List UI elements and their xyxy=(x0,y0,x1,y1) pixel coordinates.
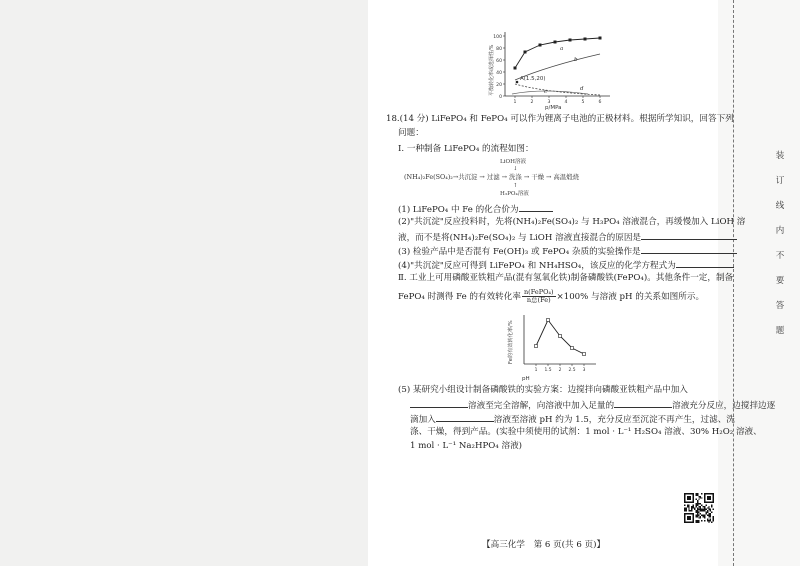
chart1-x-ticks xyxy=(514,96,602,105)
answer-blank-4[interactable] xyxy=(676,259,734,268)
side-char: 内 xyxy=(775,226,785,236)
side-char: 答 xyxy=(775,301,785,311)
part2-line2-text: FePO₄ 时测得 Fe 的有效转化率 xyxy=(398,292,521,302)
subquestion-2-line1: (2)"共沉淀"反应投料时，先将(NH₄)₂Fe(SO₄)₂ 与 H₃PO₄ 溶液混合，再缓慢加入 LiOH 溶 xyxy=(398,217,746,227)
chart2-x-ticks xyxy=(535,364,586,373)
flow-bottom-reagent: H₃PO₄溶液 xyxy=(500,191,529,197)
chart1-x-tick-label: 3 xyxy=(547,100,551,105)
subquestion-5-line2-end: 溶液充分反应，边搅拌边逐 xyxy=(672,401,776,411)
side-char: 装 xyxy=(775,151,785,161)
part2-line1: Ⅱ. 工业上可用磷酸亚铁粗产品(混有氢氧化铁)制备磷酸铁(FePO₄)。其他条件一定，制备 xyxy=(398,273,734,283)
subquestion-4 xyxy=(398,259,734,272)
chart1-y-tick-label: 100 xyxy=(493,34,502,40)
subquestion-5-line2 xyxy=(410,399,775,412)
part1-title: Ⅰ. 一种制备 LiFePO₄ 的流程如图： xyxy=(398,144,534,154)
chart1-curve-d xyxy=(512,91,588,94)
chart1-curve-label-d: d xyxy=(580,86,584,92)
chart1-x-tick-label: 1 xyxy=(513,100,517,105)
subquestion-3-text: (3) 检验产品中是否混有 Fe(OH)₃ 或 FePO₄ 杂质的实验操作是 xyxy=(398,247,641,257)
question-intro-text: (14 分) LiFePO₄ 和 FePO₄ 可以作为锂离子电池的正极材料。根据所学知识，回答下列 xyxy=(399,114,734,124)
chart1-y-label: 平衡转化率或选择性/% xyxy=(489,44,495,96)
subquestion-5-line3-start: 滴加入 xyxy=(410,415,436,425)
chart1-curve-label-a: a xyxy=(560,46,564,52)
answer-blank-5c[interactable] xyxy=(436,413,494,422)
answer-blank-2[interactable] xyxy=(641,231,737,240)
side-char: 线 xyxy=(775,201,785,211)
subquestion-5-line3-end: 溶液至溶液 pH 约为 1.5，充分反应至沉淀不再产生，过滤、洗 xyxy=(493,415,735,425)
subquestion-2-line2-text: 液，而不是将(NH₄)₂Fe(SO₄)₂ 与 LiOH 溶液直接混合的原因是 xyxy=(398,233,642,243)
chart2-x-tick-label: 2 xyxy=(558,368,562,373)
subquestion-5-line2-text: 溶液至完全溶解，向溶液中加入足量的 xyxy=(468,401,615,411)
subquestion-1 xyxy=(398,203,553,216)
chart1-point-label: A(1.5,20) xyxy=(520,76,546,82)
chart1-point-a xyxy=(516,81,519,84)
flow-down-arrow: ↓ xyxy=(513,166,518,172)
side-char: 要 xyxy=(775,276,785,286)
chart1-x-tick-label: 4 xyxy=(564,100,568,105)
side-char: 题 xyxy=(775,326,785,336)
chart2-markers xyxy=(535,319,586,356)
answer-blank-1[interactable] xyxy=(519,203,553,212)
part2-line2-text-end: ×100% 与溶液 pH 的关系如图所示。 xyxy=(556,292,705,302)
question-intro-line1 xyxy=(386,114,734,125)
fraction-denominator: n总(Fe) xyxy=(526,296,551,304)
chart1-curve-a xyxy=(515,38,600,68)
chart2-y-label: Fe的有效转化率/% xyxy=(508,320,514,364)
subquestion-3 xyxy=(398,245,737,258)
chart2-x-tick-label: 2.5 xyxy=(568,368,576,373)
question-number: 18. xyxy=(386,114,400,124)
chart1-curve-label-b: b xyxy=(574,57,578,63)
answer-blank-5b[interactable] xyxy=(614,399,672,408)
chart1-x-label: p/MPa xyxy=(545,105,562,110)
chart1-curve-label-c: c xyxy=(544,89,548,95)
chart2-x-tick-label: 3 xyxy=(582,368,586,373)
chart2-x-label: pH xyxy=(522,376,530,382)
pressure-conversion-chart xyxy=(488,30,618,110)
chart2-x-tick-label: 1 xyxy=(534,368,538,373)
chart1-y-tick-label: 20 xyxy=(496,82,502,88)
side-char: 订 xyxy=(775,176,785,186)
side-char: 不 xyxy=(775,251,785,261)
fraction-numerator: n(FePO₄) xyxy=(523,288,554,296)
flow-steps: →共沉淀 → 过滤 → 洗涤 → 干燥 → 高温煅烧 xyxy=(452,173,579,181)
subquestion-1-text: (1) LiFePO₄ 中 Fe 的化合价为 xyxy=(398,205,519,215)
flow-chart-line xyxy=(404,172,579,183)
conversion-fraction xyxy=(522,289,556,304)
flow-top-reagent: LiOH溶液 xyxy=(500,159,527,165)
chart1-x-tick-label: 6 xyxy=(598,100,602,105)
chart1-y-tick-label: 0 xyxy=(499,94,502,100)
subquestion-5-line4: 涤、干燥，得到产品。(实验中须使用的试剂：1 mol · L⁻¹ H₂SO₄ 溶液、30% H₂O₂ 溶液、 xyxy=(410,427,762,437)
subquestion-5-line1: (5) 某研究小组设计制备磷酸铁的实验方案：边搅拌向磷酸亚铁粗产品中加入 xyxy=(398,385,688,395)
answer-blank-3[interactable] xyxy=(641,245,737,254)
chart1-y-tick-label: 60 xyxy=(496,58,502,64)
chart2-x-tick-label: 1.5 xyxy=(544,368,552,373)
chart1-curve-c xyxy=(515,84,600,95)
question-intro-line2: 问题： xyxy=(398,128,424,138)
chart1-y-tick-label: 80 xyxy=(496,46,502,52)
left-blank-margin xyxy=(0,0,368,566)
page-footer: 【高三化学 第 6 页(共 6 页)】 xyxy=(482,540,606,550)
chart1-x-tick-label: 5 xyxy=(581,100,585,105)
subquestion-2-line2 xyxy=(398,231,737,244)
subquestion-5-line5: 1 mol · L⁻¹ Na₂HPO₄ 溶液) xyxy=(410,441,523,451)
ph-conversion-chart xyxy=(500,312,600,382)
chart1-x-tick-label: 2 xyxy=(530,100,534,105)
qr-code-icon xyxy=(684,493,714,523)
answer-blank-5a[interactable] xyxy=(410,399,468,408)
flow-up-arrow: ↑ xyxy=(513,183,518,189)
subquestion-5-line3 xyxy=(410,413,735,426)
flow-start-material: (NH₄)₂Fe(SO₄)₂ xyxy=(404,173,453,181)
binding-warning-text xyxy=(775,150,785,350)
subquestion-4-text: (4)"共沉淀"反应可得到 LiFePO₄ 和 NH₄HSO₄，该反应的化学方程式为 xyxy=(398,261,676,271)
chart1-y-tick-label: 40 xyxy=(496,70,502,76)
part2-line2 xyxy=(398,289,704,305)
